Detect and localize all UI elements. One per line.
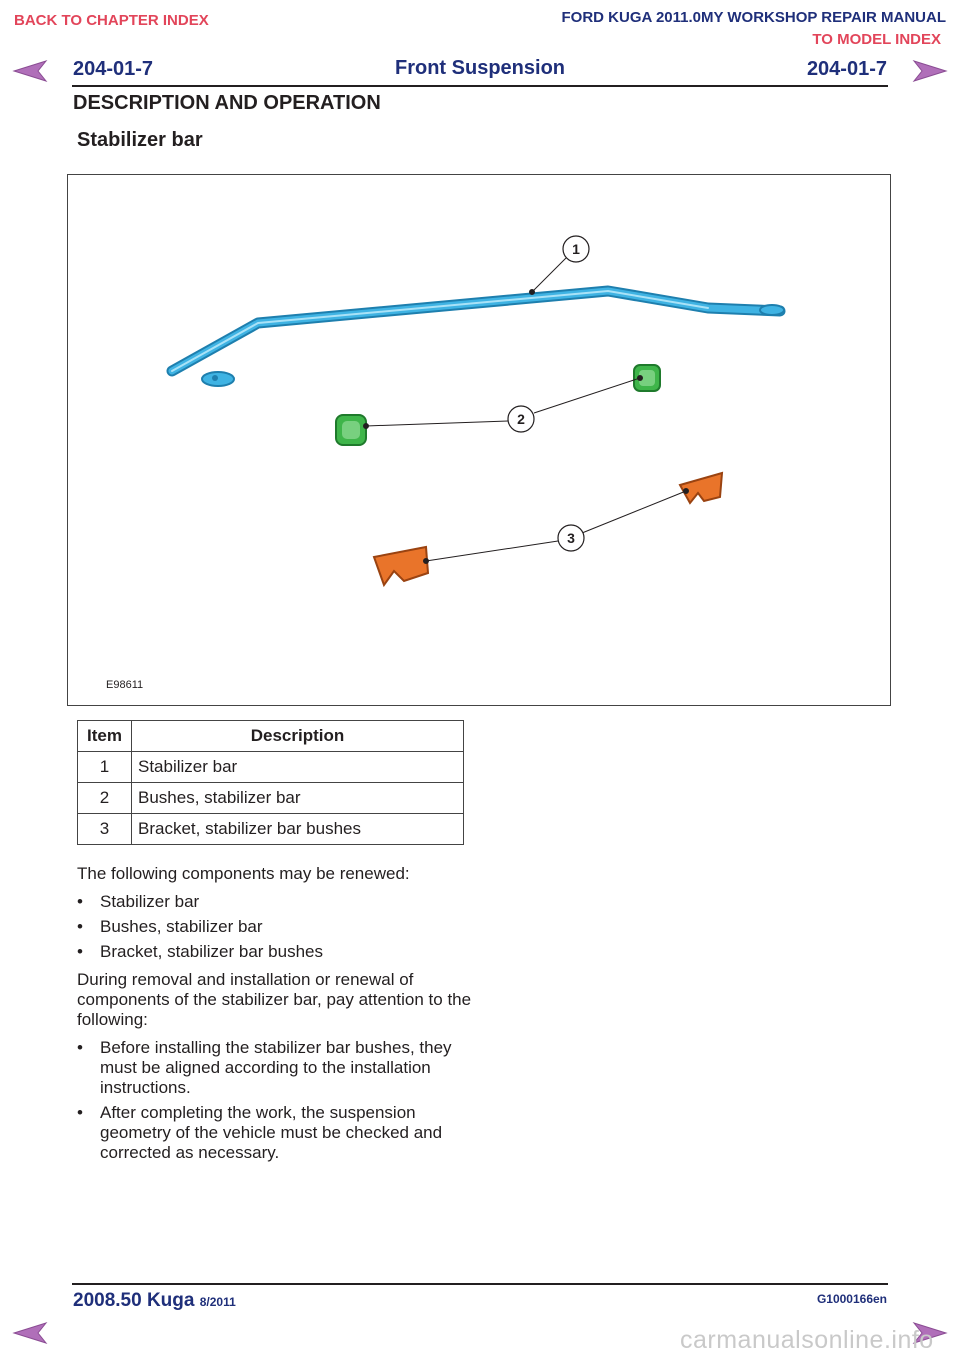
list-item: • Before installing the stabilizer bar bushes, they must be aligned according to the installation instructions.: [77, 1038, 477, 1098]
page-number-right: 204-01-7: [806, 58, 887, 80]
item-description-table: [77, 720, 464, 845]
table-row: [78, 814, 464, 845]
bracket-right-illustration: [680, 473, 722, 503]
svg-text:3: 3: [567, 530, 575, 546]
list-item: • Bushes, stabilizer bar: [77, 917, 477, 937]
callout-1: [563, 236, 589, 262]
back-to-chapter-index-link[interactable]: BACK TO CHAPTER INDEX: [14, 12, 209, 29]
header-rule: [72, 85, 888, 87]
svg-text:1: 1: [572, 241, 580, 257]
renewable-intro: The following components may be renewed:: [77, 864, 410, 883]
item-number: 2: [78, 783, 132, 814]
renewable-components-list: [77, 892, 477, 962]
table-row: [78, 752, 464, 783]
manual-title: FORD KUGA 2011.0MY WORKSHOP REPAIR MANUAL: [561, 9, 946, 26]
svg-text:2: 2: [517, 411, 525, 427]
item-number: 3: [78, 814, 132, 845]
notes-list: [77, 1038, 477, 1163]
bush-left-illustration: [336, 415, 366, 445]
footer-model: [73, 1290, 236, 1312]
list-item: • After completing the work, the suspension geometry of the vehicle must be checked and corrected as necessary.: [77, 1103, 477, 1163]
table-row: [78, 783, 464, 814]
bracket-left-illustration: [374, 547, 428, 585]
footer-model-name: 2008.50 Kuga: [73, 1290, 195, 1311]
callout-3: [558, 525, 584, 551]
column-header-description: Description: [132, 721, 464, 752]
item-description: Stabilizer bar: [132, 752, 464, 783]
section-heading: DESCRIPTION AND OPERATION: [73, 92, 381, 114]
attention-paragraph: During removal and installation or renewal of components of the stabilizer bar, pay attention to the following:: [77, 970, 472, 1029]
figure-code: E98611: [106, 679, 144, 691]
body-text: [77, 864, 477, 1171]
footer-rule: [72, 1283, 888, 1285]
previous-page-arrow-icon[interactable]: [12, 1320, 48, 1346]
to-model-index-link[interactable]: TO MODEL INDEX: [812, 31, 941, 48]
exploded-view-figure: [67, 174, 891, 706]
callout-2: [508, 406, 534, 432]
list-item: • Stabilizer bar: [77, 892, 477, 912]
footer-doc-code: G1000166en: [816, 1292, 887, 1306]
page-number-left: 204-01-7: [73, 58, 154, 80]
watermark: carmanualsonline.info: [680, 1326, 934, 1354]
item-description: Bracket, stabilizer bar bushes: [132, 814, 464, 845]
footer-date: 8/2011: [199, 1295, 236, 1309]
stabilizer-bar-illustration: [172, 291, 784, 386]
item-description: Bushes, stabilizer bar: [132, 783, 464, 814]
column-header-item: Item: [78, 721, 132, 752]
page-title: Stabilizer bar: [77, 129, 203, 151]
section-title: Front Suspension: [395, 57, 565, 79]
list-item: • Bracket, stabilizer bar bushes: [77, 942, 477, 962]
item-number: 1: [78, 752, 132, 783]
table-header-row: [78, 721, 464, 752]
